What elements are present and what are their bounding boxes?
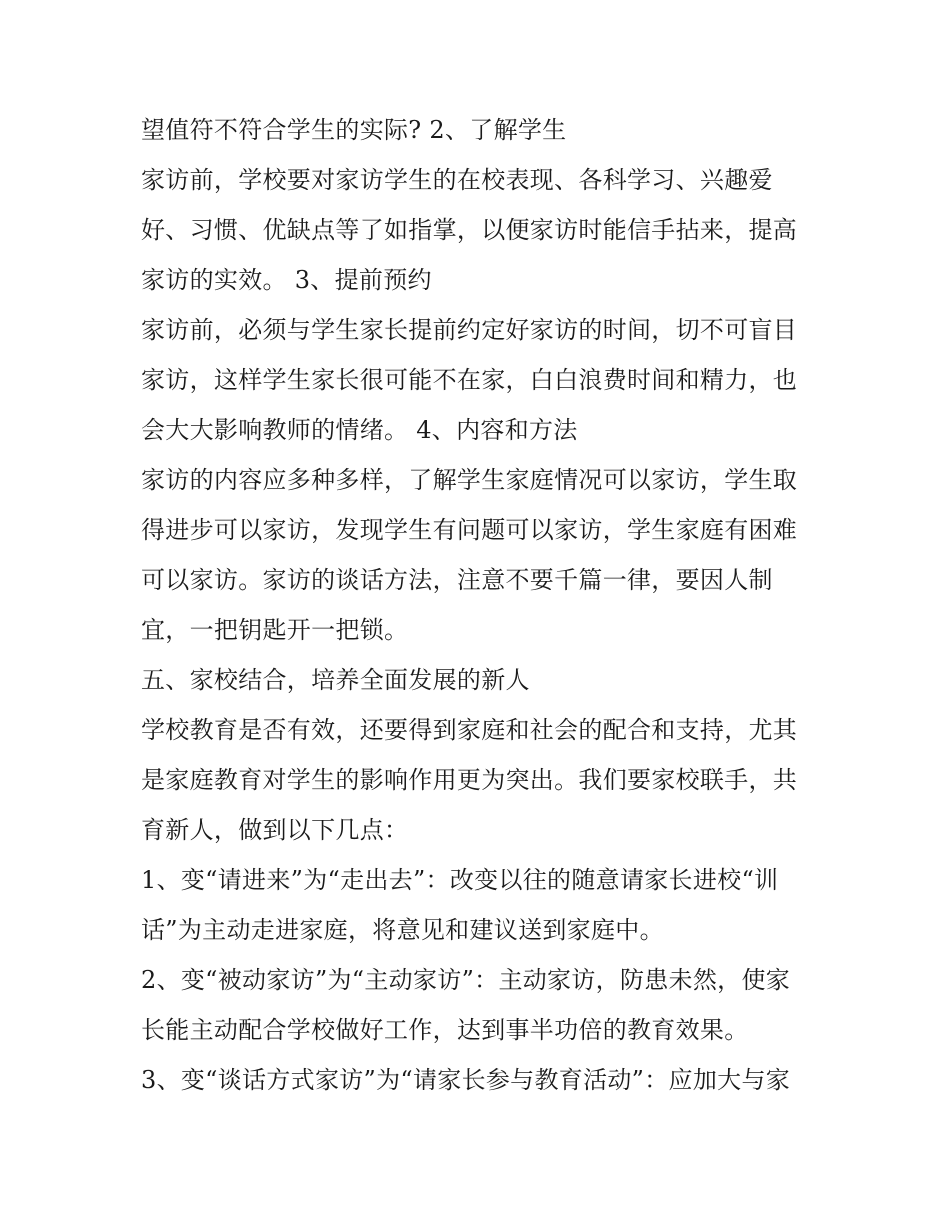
text-line: 望值符不符合学生的实际? 2、了解学生 — [141, 116, 567, 144]
text-line: 话”为主动走进家庭，将意见和建议送到家庭中。 — [141, 916, 664, 944]
text-line: 得进步可以家访，发现学生有问题可以家访，学生家庭有困难 — [141, 516, 798, 544]
text-line: 家访，这样学生家长很可能不在家，白白浪费时间和精力，也 — [141, 366, 798, 394]
text-line: 是家庭教育对学生的影响作用更为突出。我们要家校联手，共 — [141, 766, 798, 794]
text-line: 学校教育是否有效，还要得到家庭和社会的配合和支持，尤其 — [141, 716, 798, 744]
text-line: 家访前，学校要对家访学生的在校表现、各科学习、兴趣爱 — [141, 166, 773, 194]
list-item: 3、变“谈话方式家访”为“请家长参与教育活动”：应加大与家 — [141, 1066, 791, 1094]
text-line: 长能主动配合学校做好工作，达到事半功倍的教育效果。 — [141, 1016, 749, 1044]
text-line: 育新人，做到以下几点： — [141, 816, 409, 844]
text-line: 会大大影响教师的情绪。 4、内容和方法 — [141, 416, 578, 444]
section-heading: 五、家校结合，培养全面发展的新人 — [141, 666, 530, 694]
text-line: 好、习惯、优缺点等了如指掌，以便家访时能信手拈来，提高 — [141, 216, 798, 244]
text-line: 家访的实效。 3、提前预约 — [141, 266, 432, 294]
text-line: 可以家访。家访的谈话方法，注意不要千篇一律，要因人制 — [141, 566, 773, 594]
text-line: 家访前，必须与学生家长提前约定好家访的时间，切不可盲目 — [141, 316, 798, 344]
list-item: 2、变“被动家访”为“主动家访”：主动家访，防患未然，使家 — [141, 966, 791, 994]
list-item: 1、变“请进来”为“走出去”：改变以往的随意请家长进校“训 — [141, 866, 779, 894]
text-line: 宜，一把钥匙开一把锁。 — [141, 616, 409, 644]
text-line: 家访的内容应多种多样，了解学生家庭情况可以家访，学生取 — [141, 466, 798, 494]
